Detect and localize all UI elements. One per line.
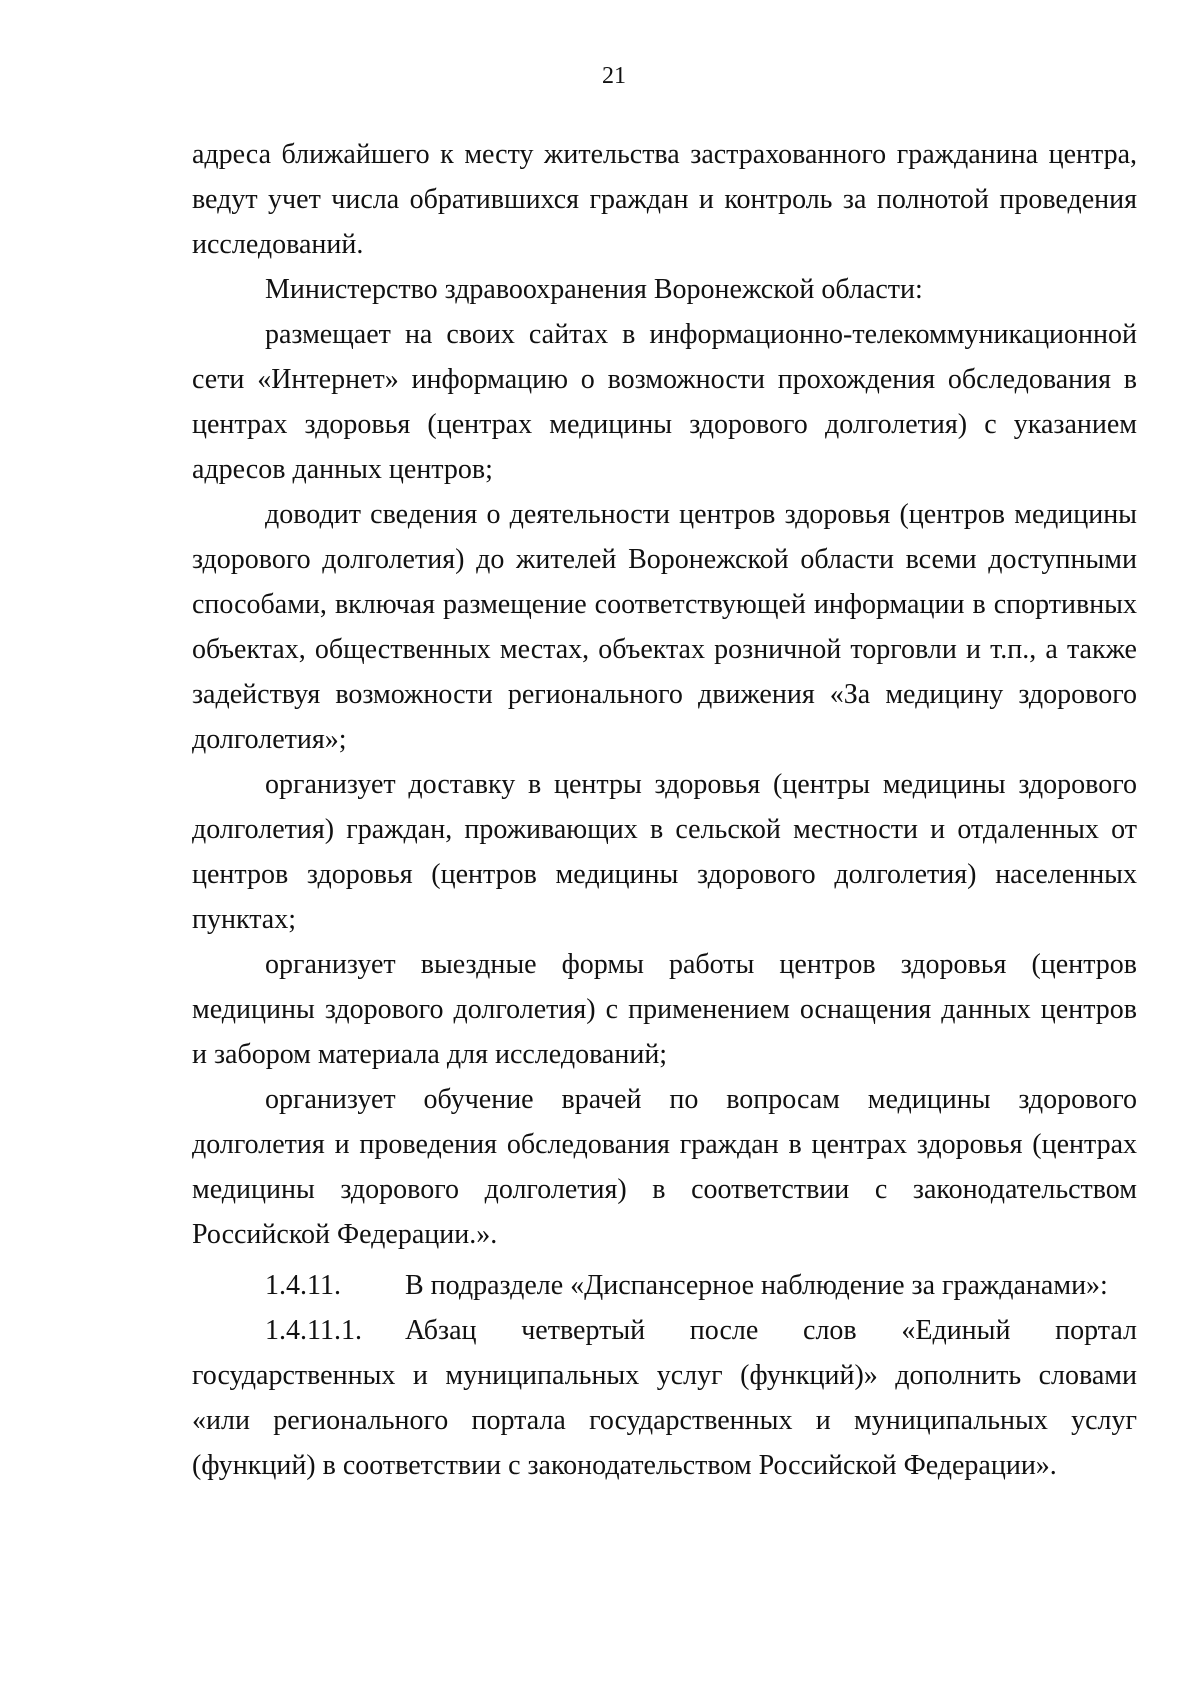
item-text: Абзац четвертый после слов «Единый портал государственных и муниципальных услуг (функций)» дополнить словами «или регионального портала государственных и муниципальных услуг (функций) в соответствии с законодательством Российской Федерации». xyxy=(192,1315,1137,1481)
paragraph-mobile-work: организует выездные формы работы центров здоровья (центров медицины здорового долголетия) с применением оснащения данных центров и забором материала для исследований; xyxy=(192,949,1137,1070)
paragraph-website-info: размещает на своих сайтах в информационно-телекоммуникационной сети «Интернет» информацию о возможности прохождения обследования в центрах здоровья (центрах медицины здорового долголетия) с указанием адресов данных центров; xyxy=(192,319,1137,485)
item-1-4-11 xyxy=(192,1263,1137,1308)
paragraph-continuation: адреса ближайшего к месту жительства застрахованного гражданина центра, ведут учет числа обратившихся граждан и контроль за полнотой проведения исследований. xyxy=(192,139,1137,260)
page-number: 21 xyxy=(602,63,626,89)
paragraph-doctor-training: организует обучение врачей по вопросам медицины здорового долголетия и проведения обследования граждан в центрах здоровья (центрах медицины здорового долголетия) в соответствии с законодательством Российской Федерации.». xyxy=(192,1084,1137,1250)
item-number: 1.4.11. xyxy=(265,1270,341,1301)
paragraph-informing-residents: доводит сведения о деятельности центров здоровья (центров медицины здорового долголетия) до жителей Воронежской области всеми доступными способами, включая размещение соответствующей информации в спортивных объектах, общественных местах, объектах розничной торговли и т.п., а также задействуя возможности регионального движения «За медицину здорового долголетия»; xyxy=(192,499,1137,755)
paragraph-ministry-heading: Министерство здравоохранения Воронежской области: xyxy=(265,274,923,305)
paragraph-delivery: организует доставку в центры здоровья (центры медицины здорового долголетия) граждан, проживающих в сельской местности и отдаленных от центров здоровья (центров медицины здорового долголетия) населенных пунктах; xyxy=(192,769,1137,935)
item-number: 1.4.11.1. xyxy=(265,1315,362,1346)
item-1-4-11-1 xyxy=(192,1308,1137,1488)
item-text: В подразделе «Диспансерное наблюдение за гражданами»: xyxy=(405,1270,1108,1301)
document-body xyxy=(192,132,1137,1488)
